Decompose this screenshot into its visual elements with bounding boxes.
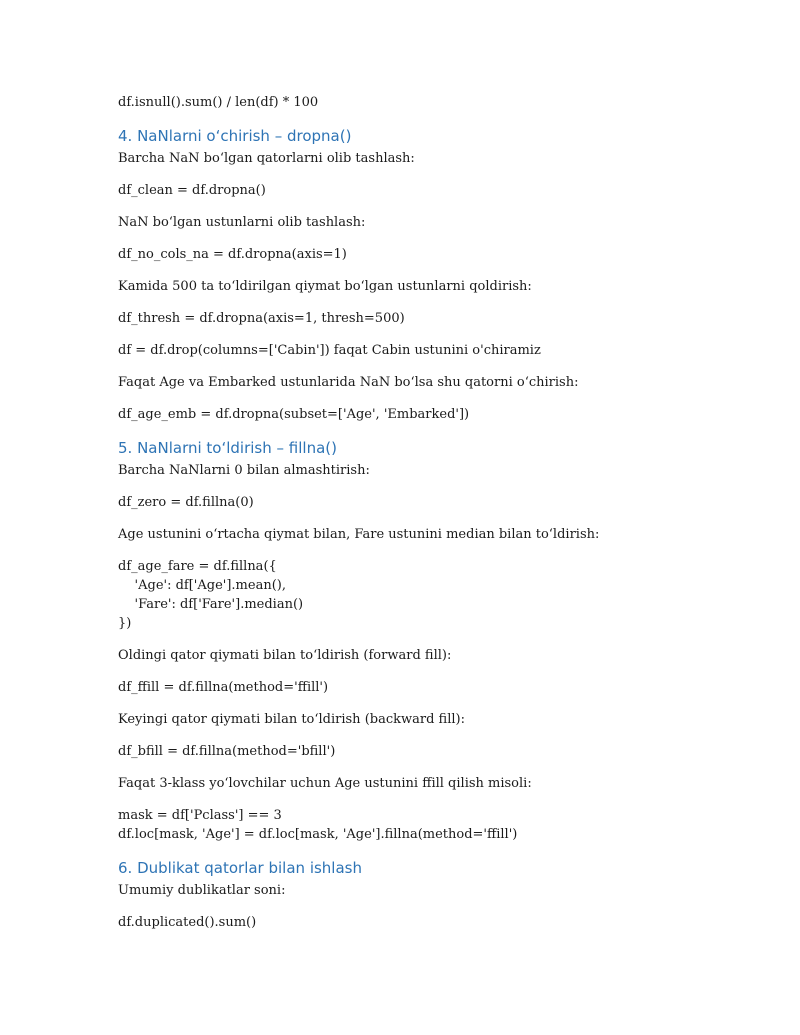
- code-df-age-emb: df_age_emb = df.dropna(subset=['Age', 'Embarked']): [118, 407, 470, 422]
- code-duplicated-sum: df.duplicated().sum(): [118, 915, 257, 930]
- code-df-age-fare-2: 'Age': df['Age'].mean(),: [118, 578, 286, 593]
- code-df-clean: df_clean = df.dropna(): [118, 183, 266, 198]
- text-thresh: Kamida 500 ta to‘ldirilgan qiymat bo‘lgan ustunlarni qoldirish:: [118, 279, 532, 294]
- text-forward-fill: Oldingi qator qiymati bilan to‘ldirish (forward fill):: [118, 648, 452, 663]
- heading-fillna: 5. NaNlarni to‘ldirish – fillna(): [118, 439, 337, 457]
- code-df-bfill: df_bfill = df.fillna(method='bfill'): [118, 744, 336, 759]
- code-df-age-fare-4: }): [118, 616, 132, 631]
- code-df-ffill: df_ffill = df.fillna(method='ffill'): [118, 680, 329, 695]
- code-mask: mask = df['Pclass'] == 3: [118, 808, 282, 823]
- code-loc-fill: df.loc[mask, 'Age'] = df.loc[mask, 'Age'].fillna(method='ffill'): [118, 827, 518, 842]
- text-subset: Faqat Age va Embarked ustunlarida NaN bo‘lsa shu qatorni o‘chirish:: [118, 375, 579, 390]
- text-pclass-example: Faqat 3-klass yo‘lovchilar uchun Age ustunini ffill qilish misoli:: [118, 776, 532, 791]
- code-df-no-cols-na: df_no_cols_na = df.dropna(axis=1): [118, 247, 347, 262]
- text-age-fare: Age ustunini o‘rtacha qiymat bilan, Fare ustunini median bilan to‘ldirish:: [118, 527, 600, 542]
- text-duplicate-count: Umumiy dublikatlar soni:: [118, 883, 286, 898]
- code-isnull-percent: df.isnull().sum() / len(df) * 100: [118, 95, 319, 110]
- code-drop-cabin: df = df.drop(columns=['Cabin']) faqat Cabin ustunini o'chiramiz: [118, 343, 541, 358]
- text-drop-nan-columns: NaN bo‘lgan ustunlarni olib tashlash:: [118, 215, 366, 230]
- heading-duplicates: 6. Dublikat qatorlar bilan ishlash: [118, 859, 362, 877]
- text-backward-fill: Keyingi qator qiymati bilan to‘ldirish (backward fill):: [118, 712, 465, 727]
- code-df-age-fare-3: 'Fare': df['Fare'].median(): [118, 597, 304, 612]
- code-df-age-fare-1: df_age_fare = df.fillna({: [118, 559, 277, 574]
- code-df-zero: df_zero = df.fillna(0): [118, 495, 254, 510]
- code-df-thresh: df_thresh = df.dropna(axis=1, thresh=500): [118, 311, 405, 326]
- text-fill-zero: Barcha NaNlarni 0 bilan almashtirish:: [118, 463, 370, 478]
- text-drop-nan-rows: Barcha NaN bo‘lgan qatorlarni olib tashlash:: [118, 151, 415, 166]
- heading-dropna: 4. NaNlarni o‘chirish – dropna(): [118, 127, 352, 145]
